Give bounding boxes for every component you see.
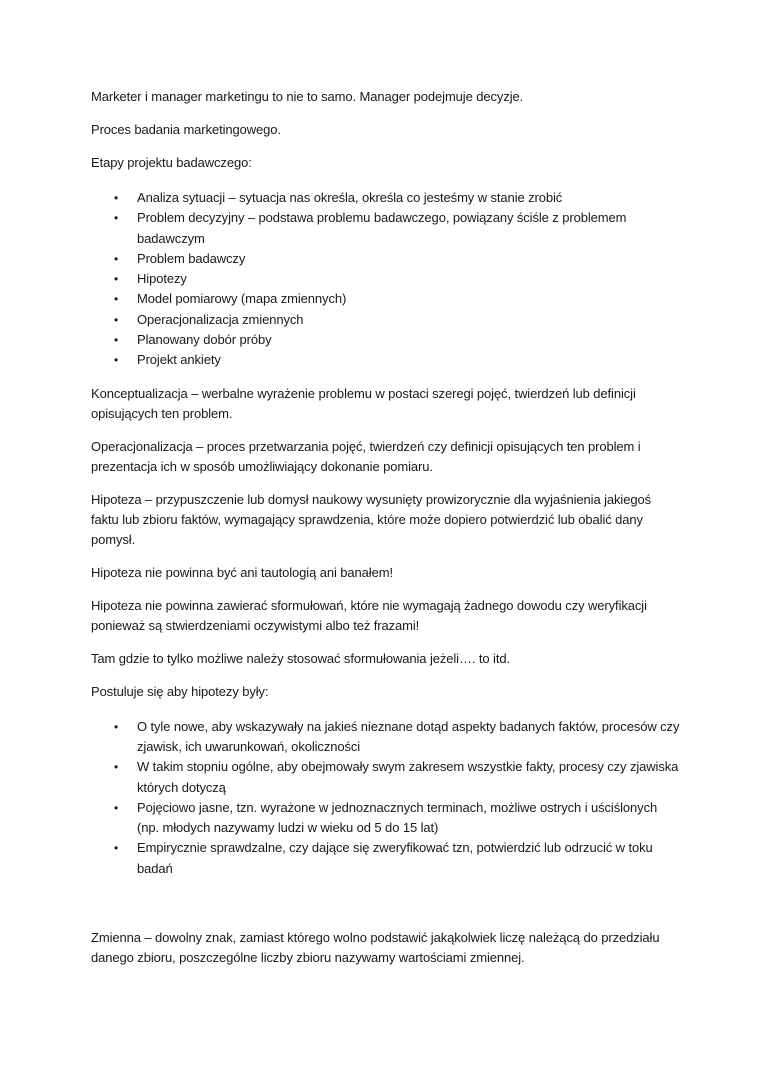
list-item: • Operacjonalizacja zmiennych — [91, 310, 681, 330]
bullet-icon: • — [114, 333, 119, 348]
bullet-icon: • — [114, 800, 119, 815]
paragraph-zmienna: Zmienna – dowolny znak, zamiast którego wolno podstawić jakąkolwiek liczę należącą do przedziału danego zbioru, poszczególne liczby zbioru nazywamy wartościami zmiennej. — [91, 930, 660, 966]
document-body — [91, 87, 681, 968]
list-item: • Analiza sytuacji – sytuacja nas określa, określa co jesteśmy w stanie zrobić — [91, 188, 681, 208]
bullet-icon: • — [114, 312, 119, 327]
bullet-icon: • — [114, 760, 119, 775]
list-item: • O tyle nowe, aby wskazywały na jakieś nieznane dotąd aspekty badanych faktów, procesów czy zjawisk, ich uwarunkowań, okoliczności — [114, 718, 680, 754]
bullet-icon: • — [114, 272, 119, 287]
bullet-icon: • — [114, 292, 119, 307]
list-item: • Problem decyzyjny – podstawa problemu badawczego, powiązany ściśle z problemem badawczym — [114, 210, 627, 246]
paragraph-hipoteza-sformulowania: Hipoteza nie powinna zawierać sformułowań, które nie wymagają żadnego dowodu czy weryfikacji ponieważ są stwierdzeniami oczywistymi albo też frazami! — [91, 597, 647, 633]
bullet-icon: • — [114, 191, 119, 205]
paragraph-konceptualizacja: Konceptualizacja – werbalne wyrażenie problemu w postaci szeregi pojęć, twierdzeń lub definicji opisujących ten problem. — [91, 385, 636, 421]
bullet-icon: • — [114, 211, 119, 226]
paragraph-operacjonalizacja: Operacjonalizacja – proces przetwarzania pojęć, twierdzeń czy definicji opisujących ten problem i prezentacja ich w sposób umożliwiający dokonanie pomiaru. — [91, 438, 641, 474]
list-item: • Model pomiarowy (mapa zmiennych) — [91, 289, 681, 309]
list-item: • Empirycznie sprawdzalne, czy dające się zweryfikować tzn, potwierdzić lub odrzucić w toku badań — [114, 840, 653, 876]
list-item: • Problem badawczy — [91, 249, 681, 269]
list-item: • Pojęciowo jasne, tzn. wyrażone w jednoznacznych terminach, możliwe ostrych i uściślonych (np. młodych nazywamy ludzi w wieku od 5 do 15 lat) — [114, 799, 658, 836]
list-item: • Projekt ankiety — [91, 350, 681, 370]
paragraph-etapy: Etapy projektu badawczego: — [91, 155, 252, 170]
paragraph-marketer: Marketer i manager marketingu to nie to samo. Manager podejmuje decyzje. — [91, 89, 524, 104]
paragraph-postuluje: Postuluje się aby hipotezy były: — [91, 683, 269, 699]
list-item: • Hipotezy — [91, 269, 681, 289]
bullet-icon: • — [114, 353, 119, 368]
paragraph-jezeli: Tam gdzie to tylko możliwe należy stosować sformułowania jeżeli…. to itd. — [91, 650, 510, 666]
bullet-icon: • — [114, 841, 119, 856]
paragraph-hipoteza-definicja: Hipoteza – przypuszczenie lub domysł naukowy wysunięty prowizorycznie dla wyjaśnienia jakiegoś faktu lub zbioru faktów, wymagający sprawdzenia, które może dopiero potwierdzić lub obalić dany pomysł. — [91, 491, 651, 547]
list-etapy — [91, 188, 681, 371]
list-postulaty — [91, 717, 681, 879]
blank-line — [91, 892, 681, 928]
paragraph-proces: Proces badania marketingowego. — [91, 122, 281, 137]
list-item: • Planowany dobór próby — [91, 330, 681, 350]
bullet-icon: • — [114, 251, 119, 266]
list-item: • W takim stopniu ogólne, aby obejmowały swym zakresem wszystkie fakty, procesy czy zjawiska których dotyczą — [114, 759, 679, 795]
bullet-icon: • — [114, 719, 119, 734]
paragraph-hipoteza-tautologia: Hipoteza nie powinna być ani tautologią ani banałem! — [91, 564, 393, 580]
